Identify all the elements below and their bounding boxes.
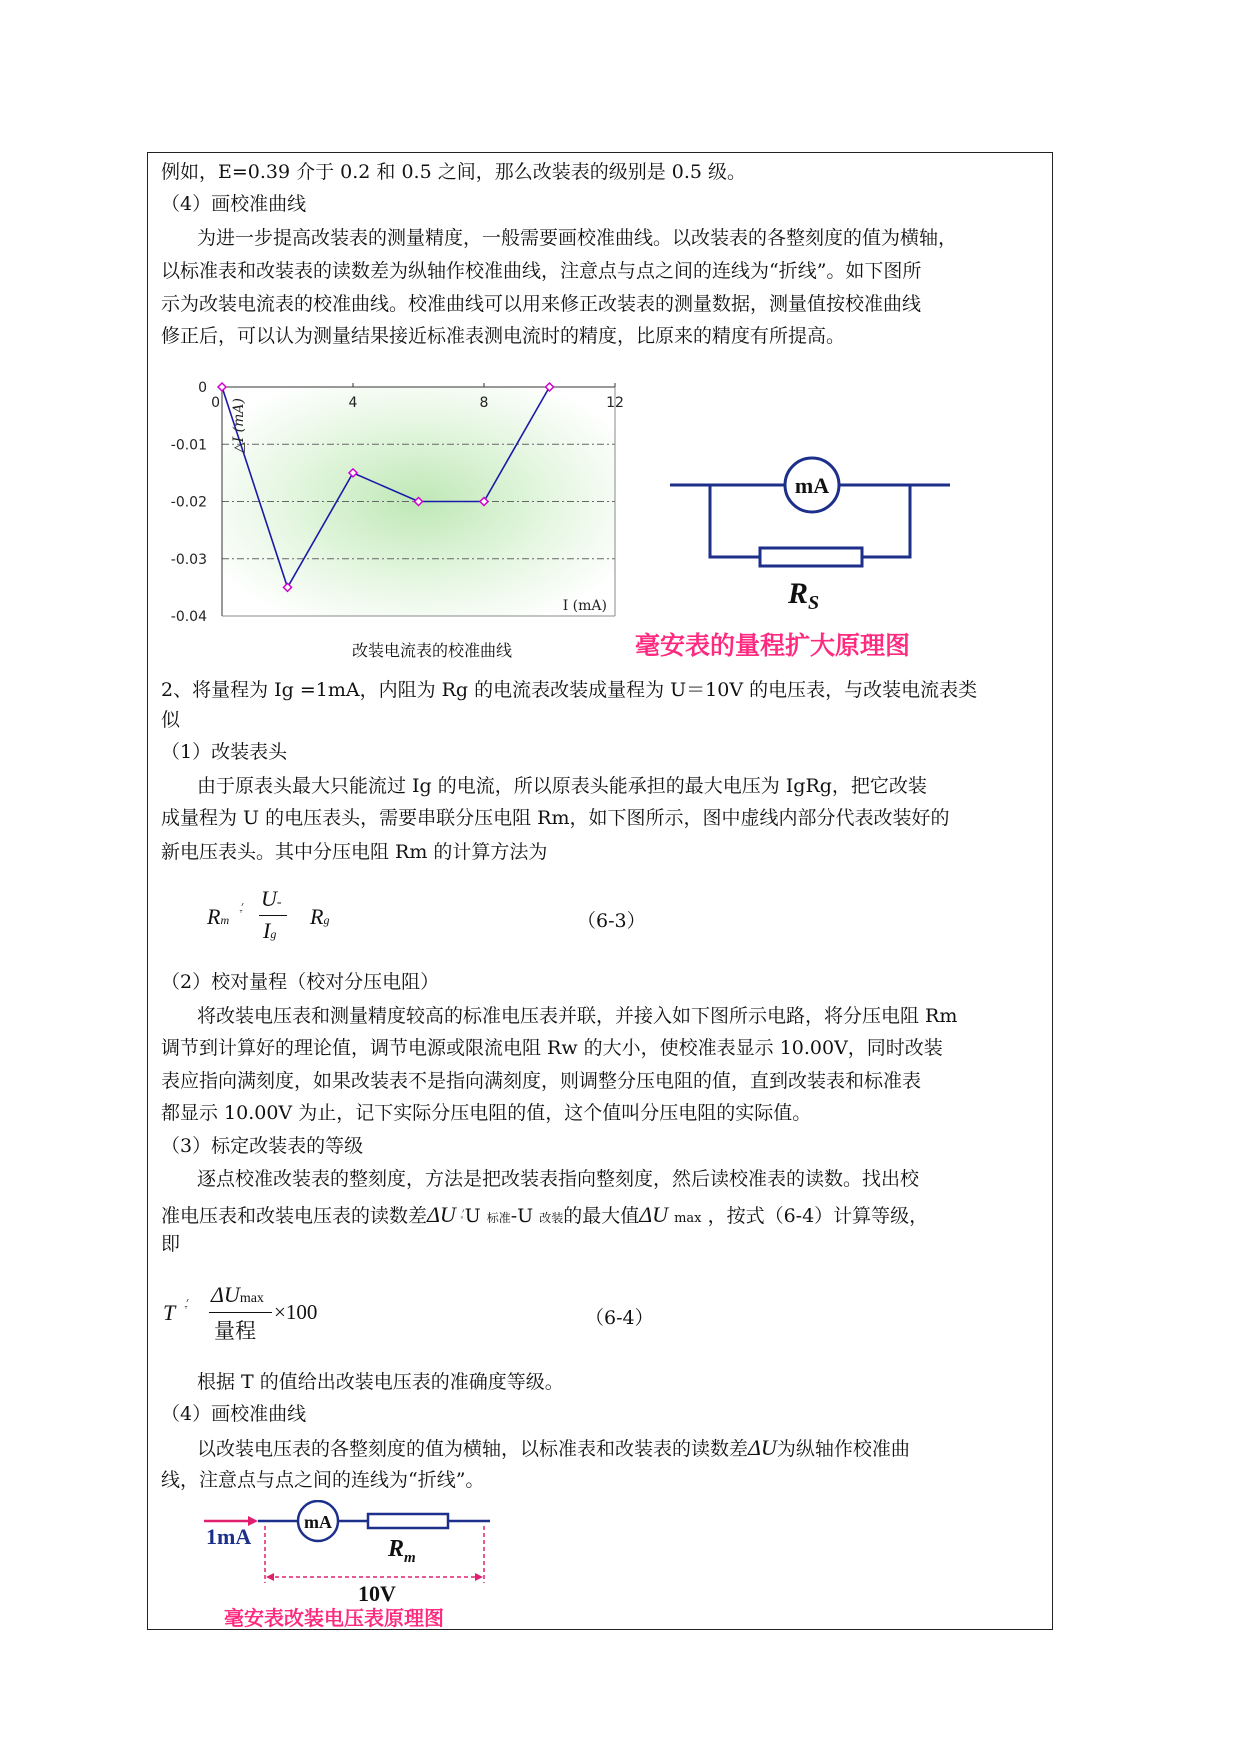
resistor-label: $R_S$ — [788, 577, 820, 614]
voltmeter-circuit-caption: 毫安表改装电压表原理图 — [224, 1606, 444, 1630]
text-line: 似 — [161, 709, 181, 731]
voltage-label: 10V — [358, 1581, 396, 1606]
arrowhead-icon — [475, 1573, 483, 1581]
x-axis-label: I (mA) — [562, 598, 607, 614]
text-line: 调节到计算好的理论值，调节电源或限流电阻 Rw 的大小，使校准表显示 10.00V，同时改装 — [161, 1037, 943, 1059]
text-line: 由于原表头最大只能流过 Ig 的电流，所以原表头能承担的最大电压为 IgRg，把它改装 — [197, 775, 927, 797]
x-tick-label: 8 — [479, 395, 489, 411]
wire — [710, 485, 760, 557]
text-line: 根据 T 的值给出改装电压表的准确度等级。 — [197, 1371, 564, 1393]
y-tick-label: -0.02 — [170, 494, 207, 511]
x-tick-label: 4 — [348, 395, 358, 411]
arrowhead-icon — [266, 1573, 274, 1581]
formula-rm: Rm — [207, 904, 230, 929]
formula-numerator: ΔUmax — [211, 1282, 264, 1307]
chart-caption: 改装电流表的校准曲线 — [352, 641, 513, 660]
text-line: 例如，E=0.39 介于 0.2 和 0.5 之间，那么改装表的级别是 0.5 级。 — [161, 161, 747, 183]
y-tick-label: -0.01 — [170, 437, 207, 454]
shunt-circuit-caption: 毫安表的量程扩大原理图 — [635, 631, 911, 660]
wire — [862, 485, 910, 557]
formula-symbol: ׳ֶ — [241, 899, 245, 914]
resistor-icon — [368, 1514, 448, 1528]
meter-label: mA — [794, 473, 830, 498]
resistor-icon — [760, 548, 862, 566]
text-line: 2、将量程为 Ig =1mA，内阻为 Rg 的电流表改装成量程为 U＝10V 的电压表，与改装电流表类 — [161, 679, 978, 701]
section-heading: （2）校对量程（校对分压电阻） — [161, 971, 440, 993]
section-heading: （4）画校准曲线 — [161, 1403, 307, 1425]
text-line: 线，注意点与点之间的连线为“折线”。 — [161, 1469, 485, 1491]
section-heading: （3）标定改装表的等级 — [161, 1135, 364, 1157]
text-line: 表应指向满刻度，如果改装表不是指向满刻度，则调整分压电阻的值，直到改装表和标准表 — [161, 1070, 922, 1092]
text-line: 即 — [161, 1233, 181, 1255]
y-axis-label: △I (mA) — [231, 398, 247, 454]
formula-rg: Rg — [310, 904, 330, 929]
text-line: 都显示 10.00V 为止，记下实际分压电阻的值，这个值叫分压电阻的实际值。 — [161, 1102, 812, 1124]
meter-label: mA — [304, 1512, 332, 1532]
text-line-du: 准电压表和改装电压表的读数差ΔU ׳ֶU 标准-U 改装的最大值ΔU max ，按式（6-4）计算等级， — [161, 1202, 929, 1227]
section-heading: （1）改装表头 — [161, 741, 288, 763]
y-tick-labels — [171, 380, 207, 625]
y-tick-label: -0.04 — [170, 609, 207, 625]
text-line: 新电压表头。其中分压电阻 Rm 的计算方法为 — [161, 841, 548, 863]
x-tick-label: 12 — [606, 395, 624, 411]
text-line: 逐点校准改装表的整刻度，方法是把改装表指向整刻度，然后读校准表的读数。找出校 — [197, 1168, 920, 1190]
formula-denominator: Ig — [263, 918, 277, 943]
text-line: 修正后，可以认为测量结果接近标准表测电流时的精度，比原来的精度有所提高。 — [161, 325, 846, 347]
section-heading: （4）画校准曲线 — [161, 193, 307, 215]
resistor-label: $R_m$ — [388, 1536, 416, 1566]
formula-times: ×100 — [274, 1300, 318, 1324]
text-line: 将改装电压表和测量精度较高的标准电压表并联，并接入如下图所示电路，将分压电阻 Rm — [197, 1005, 958, 1027]
text-line: 以标准表和改装表的读数差为纵轴作校准曲线，注意点与点之间的连线为“折线”。如下图所 — [161, 260, 922, 282]
formula-numerator: U- — [261, 886, 282, 911]
formula-symbol: ׳ֶ — [186, 1295, 190, 1310]
y-tick-label: -0.03 — [170, 551, 207, 568]
text-line: 示为改装电流表的校准曲线。校准曲线可以用来修正改装表的测量数据，测量值按校准曲线 — [161, 293, 922, 315]
text-line-du: 以改装电压表的各整刻度的值为横轴，以标准表和改装表的读数差ΔU为纵轴作校准曲 — [197, 1435, 910, 1460]
fraction-bar — [259, 915, 287, 916]
formula-denominator: 量程 — [214, 1319, 256, 1343]
formula-t: T — [163, 1300, 176, 1325]
y-tick-label: 0 — [198, 380, 207, 396]
equation-number: （6-3） — [577, 910, 646, 932]
text-line: 成量程为 U 的电压表头，需要串联分压电阻 Rm，如下图所示，图中虚线内部分代表改装好的 — [161, 807, 950, 829]
x-tick-label: 0 — [211, 395, 220, 411]
current-label: 1mA — [206, 1524, 252, 1549]
shunt-circuit — [670, 455, 970, 620]
calibration-chart — [155, 370, 635, 670]
fraction-bar — [209, 1312, 272, 1313]
equation-number: （6-4） — [585, 1307, 654, 1329]
text-line: 为进一步提高改装表的测量精度，一般需要画校准曲线。以改装表的各整刻度的值为横轴， — [197, 227, 958, 249]
